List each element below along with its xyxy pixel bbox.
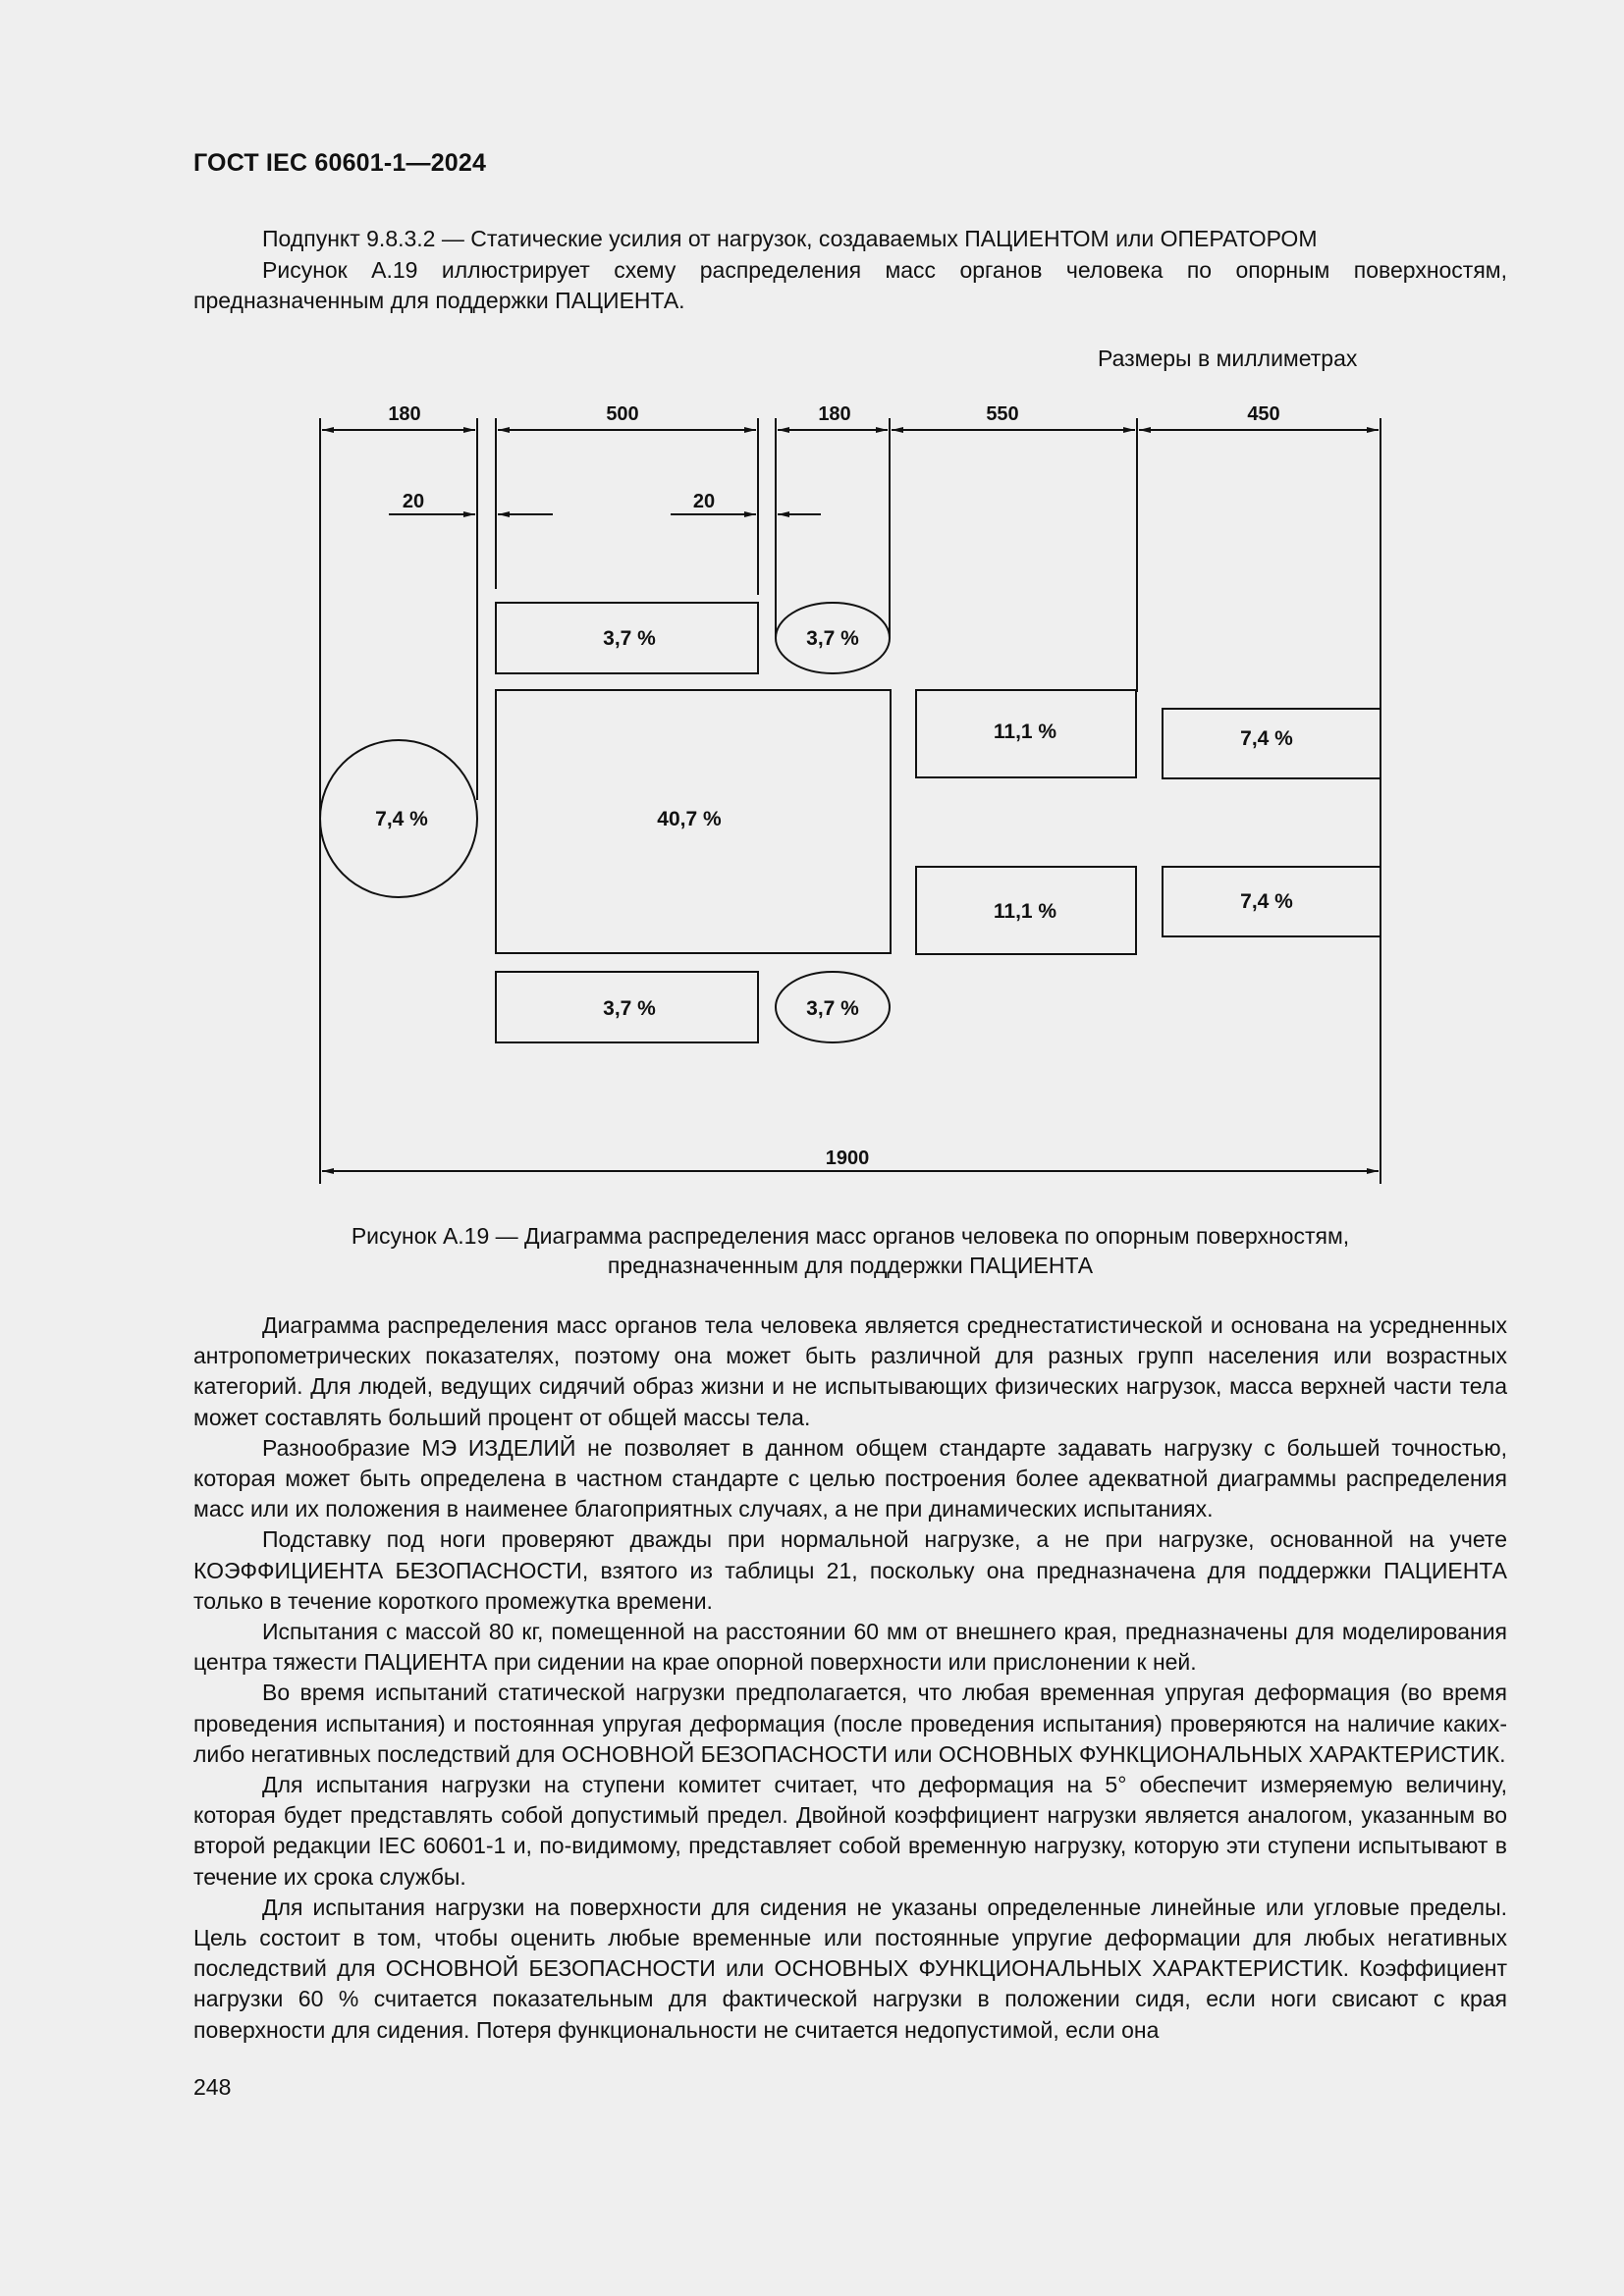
- figure-caption: [193, 1221, 1507, 1280]
- dim-label-500: 500: [606, 403, 639, 425]
- body-paragraph: Разнообразие МЭ ИЗДЕЛИЙ не позволяет в данном общем стандарте задавать нагрузку с большей точностью, которая может быть определена в частном стандарте с целью построения более адекватной диаграммы распределения масс или их положения в наименее благоприятных случаях, а не при динамических испытаниях.: [193, 1434, 1507, 1522]
- caption-line-1: Рисунок А.19 — Диаграмма распределения масс органов человека по опорным поверхностям,: [351, 1223, 1350, 1249]
- body-paragraph: Во время испытаний статической нагрузки предполагается, что любая временная упругая деформация (во время проведения испытания) и постоянная упругая деформация (после проведения испытания) проверяются на наличие каких-либо негативных последствий для ОСНОВНОЙ БЕЗОПАСНОСТИ или ОСНОВНЫХ ФУНКЦИОНАЛЬНЫХ ХАРАКТЕРИСТИК.: [193, 1680, 1507, 1767]
- torso-label: 40,7 %: [657, 808, 722, 830]
- subclause-title: Подпункт 9.8.3.2 — Статические усилия от нагрузок, создаваемых ПАЦИЕНТОМ или ОПЕРАТОРОМ: [262, 226, 1318, 251]
- body-paragraph: Для испытания нагрузки на поверхности для сидения не указаны определенные линейные или угловые пределы. Цель состоит в том, чтобы оценить любые временные или постоянные упругие деформации для любых негативных последствий для ОСНОВНОЙ БЕЗОПАСНОСТИ или ОСНОВНЫХ ФУНКЦИОНАЛЬНЫХ ХАРАКТЕРИСТИК. Коэффициент нагрузки 60 % считается показательным для фактической нагрузки в положении сидя, если ноги свисают с края поверхности для сидения. Потеря функциональности не считается недопустимой, если она: [193, 1894, 1507, 2043]
- forearm-right-label: 3,7 %: [806, 997, 859, 1020]
- caption-line-2: предназначенным для поддержки ПАЦИЕНТА: [607, 1253, 1094, 1278]
- page-number: 248: [193, 2074, 232, 2100]
- body-paragraph: Подставку под ноги проверяют дважды при нормальной нагрузке, а не при нагрузке, основанной на учете КОЭФФИЦИЕНТА БЕЗОПАСНОСТИ, взятого из таблицы 21, поскольку она предназначена для поддержки ПАЦИЕНТА только в течение короткого промежутка времени.: [193, 1526, 1507, 1614]
- dim-label-180-b: 180: [818, 403, 851, 425]
- body-paragraph: Для испытания нагрузки на ступени комитет считает, что деформация на 5° обеспечит измеряемую величину, которая будет представлять собой допустимый предел. Двойной коэффициент нагрузки является аналогом, указанным во второй редакции IEC 60601-1 и, по-видимому, представляет собой временную нагрузку, которую эти ступени испытывают в течение их срока службы.: [193, 1772, 1507, 1890]
- body-text: [193, 1310, 1507, 2046]
- leg-right-label: 7,4 %: [1240, 890, 1293, 913]
- units-note: Размеры в миллиметрах: [1098, 346, 1358, 371]
- leg-left-label: 7,4 %: [1240, 727, 1293, 750]
- upper-arm-right-label: 3,7 %: [603, 997, 656, 1020]
- document-header: ГОСТ IEC 60601-1—2024: [193, 149, 487, 177]
- upper-arm-left-label: 3,7 %: [603, 627, 656, 650]
- thigh-right-label: 11,1 %: [993, 900, 1057, 923]
- dim-label-450: 450: [1247, 403, 1280, 425]
- body-paragraph: Диаграмма распределения масс органов тела человека является среднестатистической и основана на усредненных антропометрических показателях, поэтому она может быть различной для разных групп населения или возрастных категорий. Для людей, ведущих сидячий образ жизни и не испытывающих физических нагрузок, масса верхней части тела может составлять больший процент от общей массы тела.: [193, 1312, 1507, 1430]
- head-label: 7,4 %: [375, 808, 428, 830]
- dim-label-1900: 1900: [825, 1148, 870, 1169]
- forearm-left-label: 3,7 %: [806, 627, 859, 650]
- dim-label-550: 550: [986, 403, 1019, 425]
- thigh-left-label: 11,1 %: [993, 721, 1057, 743]
- body-paragraph: Испытания с массой 80 кг, помещенной на расстоянии 60 мм от внешнего края, предназначены для моделирования центра тяжести ПАЦИЕНТА при сидении на крае опорной поверхности или прислонении к ней.: [193, 1619, 1507, 1676]
- intro-paragraph: Рисунок А.19 иллюстрирует схему распределения масс органов человека по опорным поверхностям, предназначенным для поддержки ПАЦИЕНТА.: [193, 256, 1507, 313]
- dim-label-180-a: 180: [388, 403, 421, 425]
- gap-label-left: 20: [402, 491, 425, 512]
- gap-label-right: 20: [692, 491, 716, 512]
